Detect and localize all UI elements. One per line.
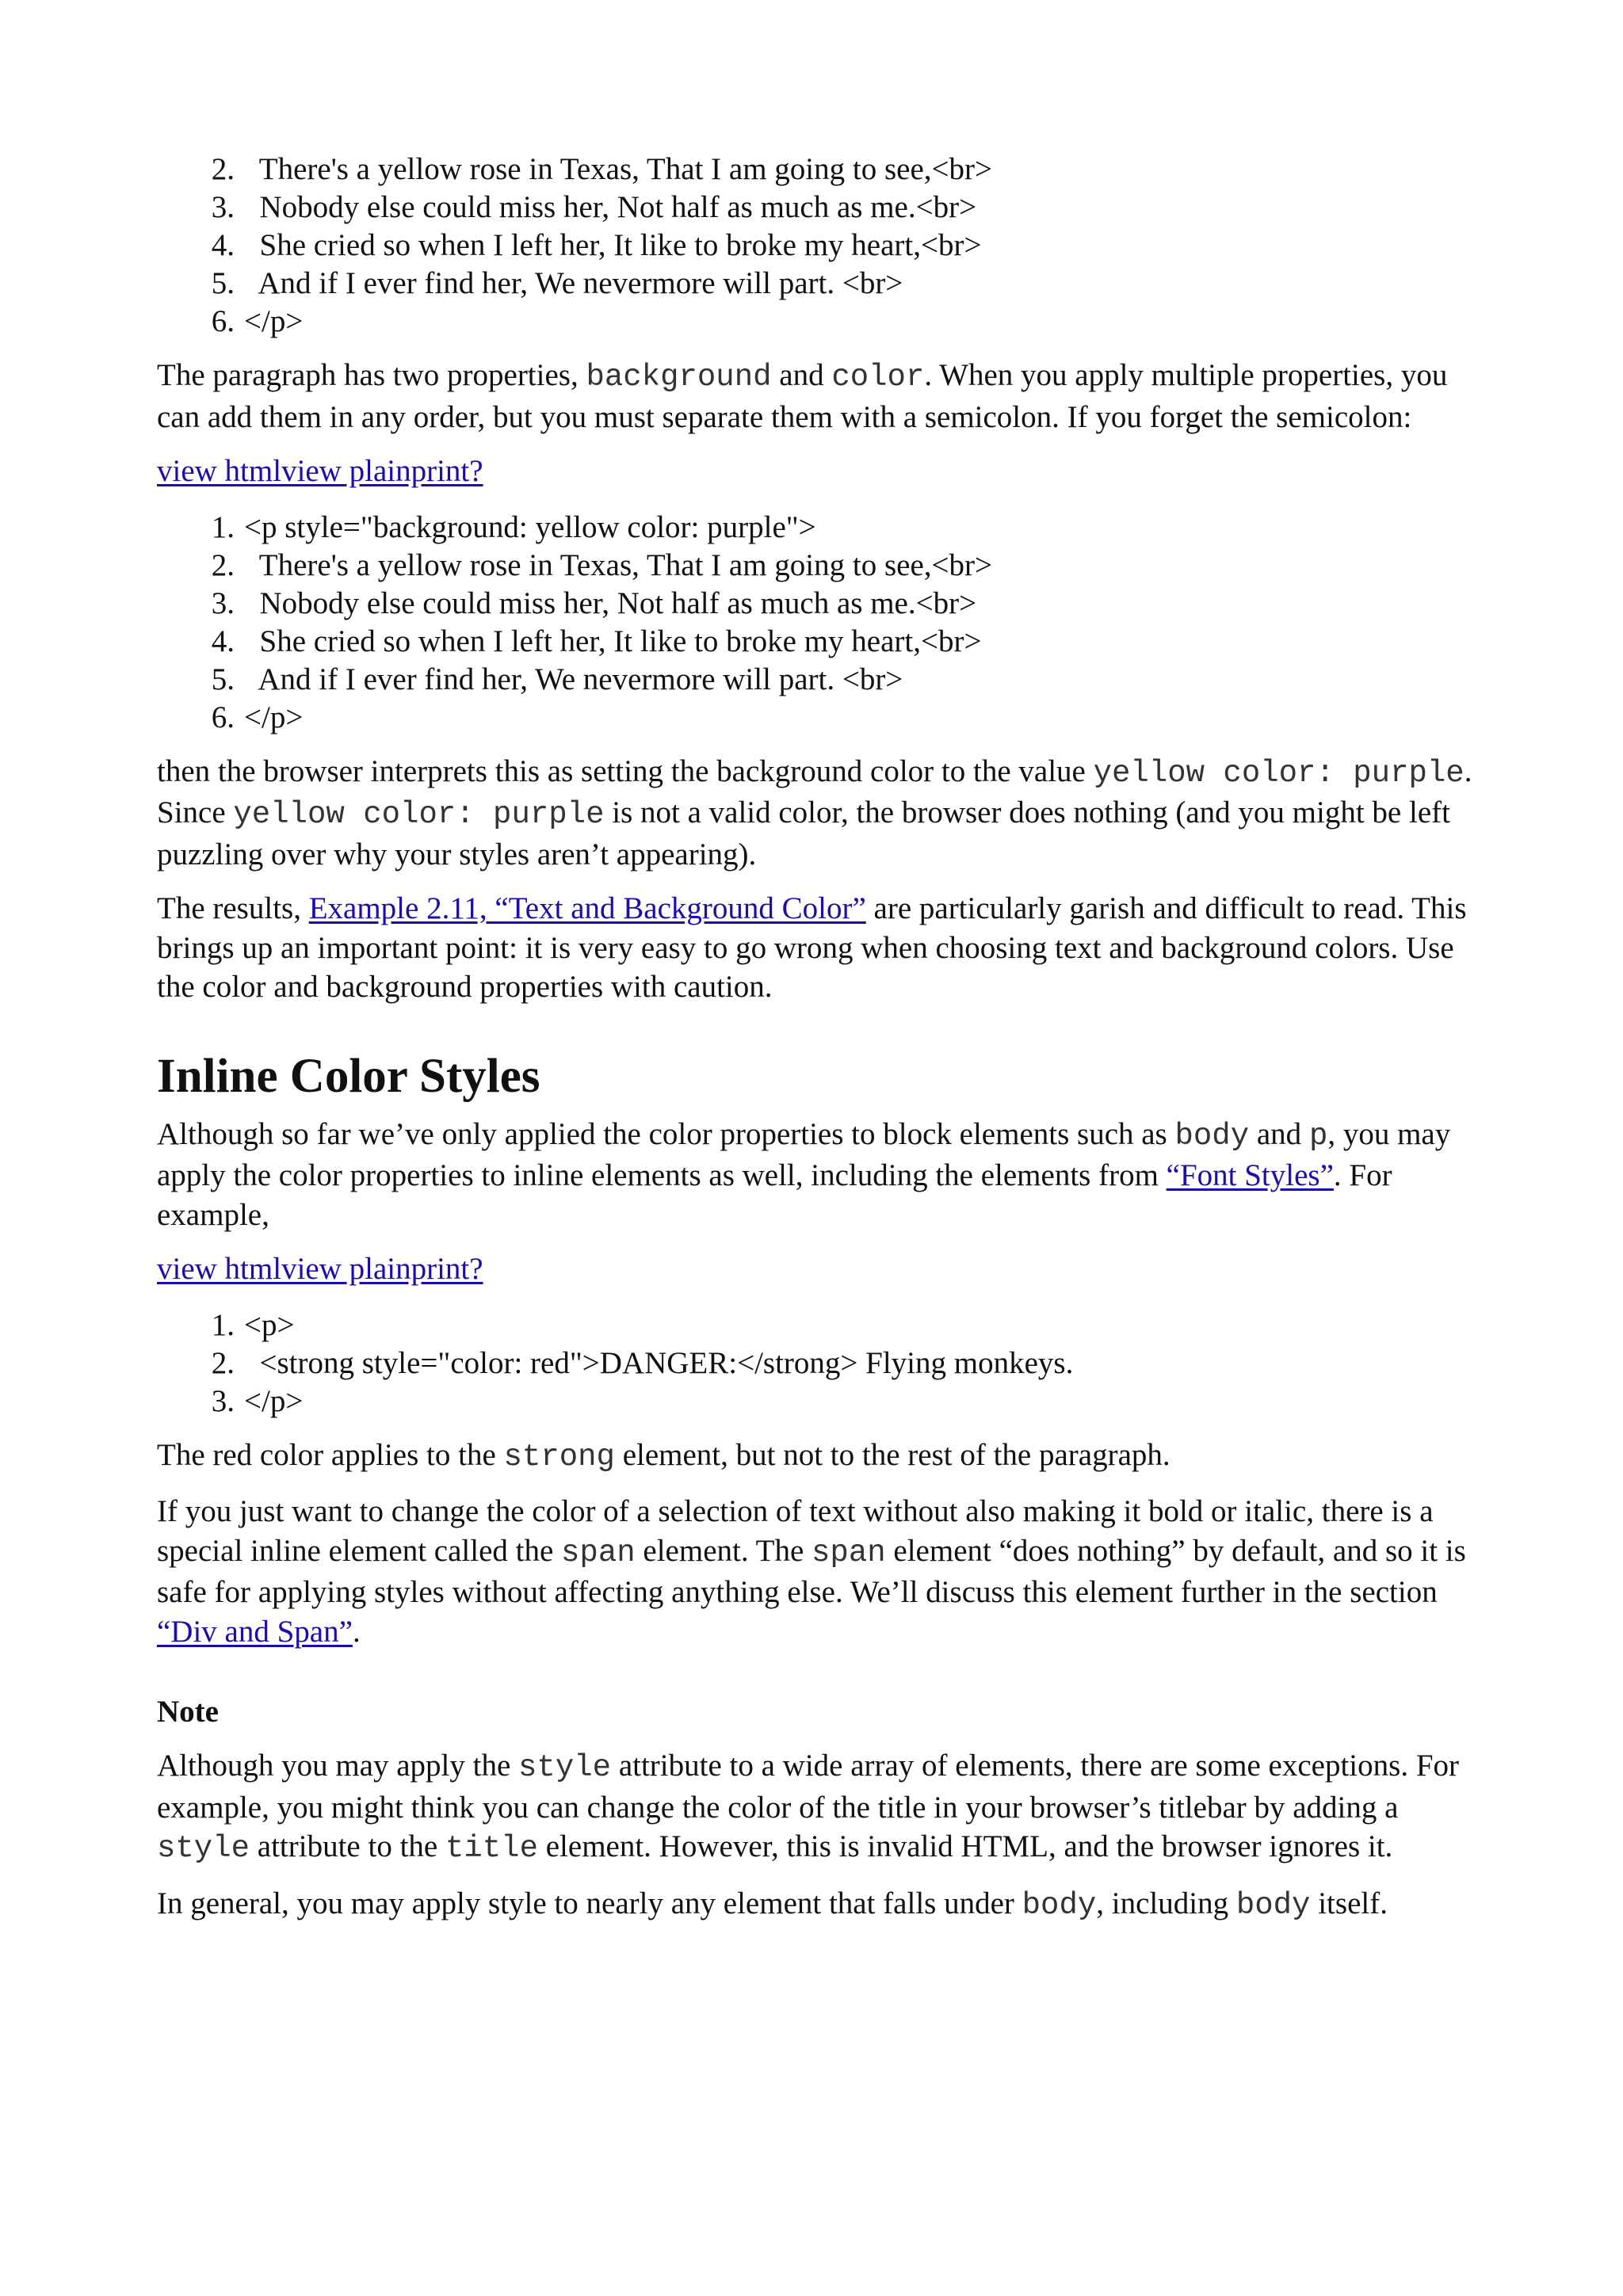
code-line bbox=[157, 189, 1488, 227]
paragraph-red-color: The red color applies to the strong element, but not to the rest of the paragraph. bbox=[157, 1437, 1170, 1474]
code-line bbox=[157, 265, 1488, 303]
code-text: She cried so when I left her, It like to broke my heart,<br> bbox=[244, 228, 982, 262]
code-line bbox=[157, 303, 1488, 341]
example-link[interactable]: Example 2.11, “Text and Background Color” bbox=[308, 891, 866, 925]
code-text: There's a yellow rose in Texas, That I am going to see,<br> bbox=[244, 152, 992, 186]
code-text: And if I ever find her, We nevermore will part. <br> bbox=[244, 662, 903, 696]
line-number: 3. bbox=[211, 585, 235, 620]
inline-code: yellow color: purple bbox=[233, 797, 605, 832]
code-line bbox=[157, 1306, 1488, 1344]
code-text: Nobody else could miss her, Not half as much as me.<br> bbox=[244, 585, 977, 620]
code-line bbox=[157, 623, 1488, 661]
inline-code: span bbox=[561, 1535, 636, 1570]
line-number: 3. bbox=[211, 190, 235, 224]
paragraph-results: The results, Example 2.11, “Text and Background Color” are particularly garish and difficult to read. This brings up an important point: it is very easy to go wrong when choosing text and background colors. Use the color and background properties with caution. bbox=[157, 891, 1467, 1004]
paragraph-span-element: If you just want to change the color of a selection of text without also making it bold or italic, there is a special inline element called the span element. The span element “does nothing” by default, and so it is safe for applying styles without affecting anything else. We’ll discuss this element further in the section “Div and Span”. bbox=[157, 1494, 1466, 1649]
code-listing-3 bbox=[157, 1306, 1488, 1421]
inline-code: color bbox=[831, 360, 925, 395]
code-text: <p> bbox=[244, 1307, 295, 1342]
code-line bbox=[157, 661, 1488, 699]
code-text: </p> bbox=[244, 304, 304, 338]
line-number: 4. bbox=[211, 228, 235, 262]
code-text: There's a yellow rose in Texas, That I am going to see,<br> bbox=[244, 547, 992, 582]
view-source-link[interactable]: view htmlview plainprint? bbox=[157, 454, 483, 488]
line-number: 3. bbox=[211, 1383, 235, 1418]
font-styles-link[interactable]: “Font Styles” bbox=[1166, 1158, 1334, 1192]
div-and-span-link[interactable]: “Div and Span” bbox=[157, 1614, 353, 1649]
code-text: <strong style="color: red">DANGER:</strong> Flying monkeys. bbox=[244, 1345, 1074, 1380]
inline-code: span bbox=[812, 1535, 886, 1570]
inline-code: background bbox=[586, 360, 772, 395]
code-line bbox=[157, 1344, 1488, 1383]
inline-code: body bbox=[1174, 1118, 1250, 1154]
note-heading: Note bbox=[157, 1695, 219, 1729]
section-heading: Inline Color Styles bbox=[157, 1049, 540, 1103]
code-text: Nobody else could miss her, Not half as much as me.<br> bbox=[244, 190, 977, 224]
code-line bbox=[157, 227, 1488, 265]
inline-code: strong bbox=[503, 1439, 615, 1474]
line-number: 1. bbox=[211, 509, 235, 544]
line-number: 2. bbox=[211, 1345, 235, 1380]
inline-code: yellow color: purple bbox=[1093, 755, 1465, 791]
view-source-link[interactable]: view htmlview plainprint? bbox=[157, 1252, 483, 1286]
code-line bbox=[157, 585, 1488, 623]
line-number: 6. bbox=[211, 304, 235, 338]
code-text: And if I ever find her, We nevermore will part. <br> bbox=[244, 266, 903, 300]
code-text: She cried so when I left her, It like to broke my heart,<br> bbox=[244, 624, 982, 658]
code-line bbox=[157, 509, 1488, 547]
paragraph-inline-elements: Although so far we’ve only applied the color properties to block elements such as body and p, you may apply the color properties to inline elements as well, including the elements from “Font Styles”. For example, bbox=[157, 1116, 1451, 1232]
inline-code: body bbox=[1235, 1887, 1311, 1923]
code-line bbox=[157, 151, 1488, 189]
line-number: 2. bbox=[211, 547, 235, 582]
code-text: </p> bbox=[244, 700, 304, 734]
code-line bbox=[157, 699, 1488, 737]
inline-code: title bbox=[445, 1831, 538, 1866]
paragraph-properties: The paragraph has two properties, background and color. When you apply multiple properties, you can add them in any order, but you must separate them with a semicolon. If you forget the semicolon: bbox=[157, 358, 1448, 434]
inline-code: style bbox=[518, 1750, 612, 1785]
code-listing-1 bbox=[157, 151, 1488, 341]
note-paragraph: Although you may apply the style attribute to a wide array of elements, there are some exceptions. For example, you might think you can change the color of the title in your browser’s titlebar by adding a style attribute to the title element. However, this is invalid HTML, and the browser ignores it. bbox=[157, 1749, 1459, 1866]
paragraph-browser-interprets: then the browser interprets this as setting the background color to the value yellow color: purple. Since yellow color: purple is not a valid color, the browser does nothing (and you might be left puzzling over why your styles aren’t appearing). bbox=[157, 753, 1472, 871]
line-number: 1. bbox=[211, 1307, 235, 1342]
inline-code: body bbox=[1022, 1887, 1097, 1923]
document-body bbox=[157, 151, 1488, 1925]
line-number: 6. bbox=[211, 700, 235, 734]
code-text: <p style="background: yellow color: purple"> bbox=[244, 509, 816, 544]
line-number: 5. bbox=[211, 662, 235, 696]
paragraph-general: In general, you may apply style to nearly any element that falls under body, including body itself. bbox=[157, 1886, 1388, 1923]
inline-code: p bbox=[1308, 1118, 1328, 1154]
inline-code: style bbox=[157, 1831, 250, 1866]
line-number: 2. bbox=[211, 152, 235, 186]
code-line bbox=[157, 1383, 1488, 1421]
line-number: 5. bbox=[211, 266, 235, 300]
line-number: 4. bbox=[211, 624, 235, 658]
code-text: </p> bbox=[244, 1383, 304, 1418]
code-line bbox=[157, 547, 1488, 585]
code-listing-2 bbox=[157, 509, 1488, 737]
